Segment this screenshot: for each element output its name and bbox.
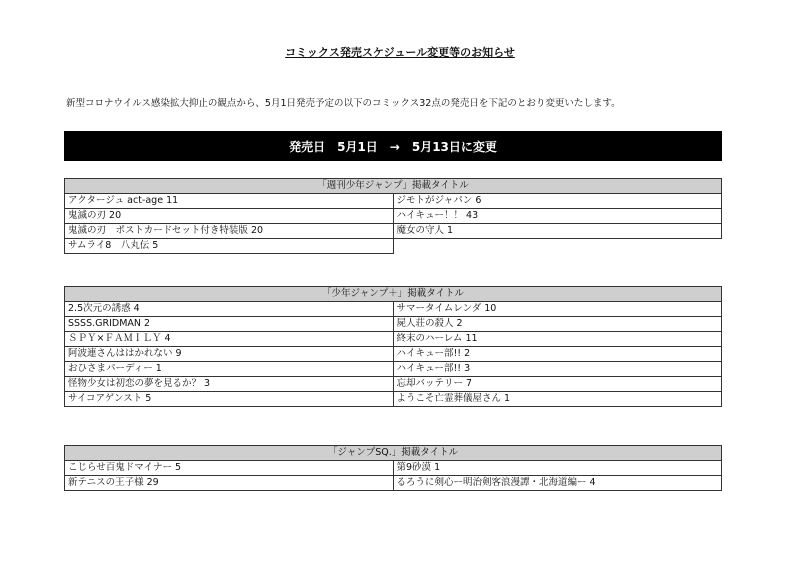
title-cell: こじらせ百鬼ドマイナー 5 bbox=[65, 461, 394, 476]
section-header: 「週刊少年ジャンプ」掲載タイトル bbox=[65, 179, 722, 194]
empty-cell bbox=[393, 239, 722, 254]
title-cell: サムライ8 八丸伝 5 bbox=[65, 239, 394, 254]
title-cell: サイコアゲンスト 5 bbox=[65, 392, 394, 407]
title-cell: 新テニスの王子様 29 bbox=[65, 476, 394, 491]
title-cell: 鬼滅の刃 ポストカードセット付き特装版 20 bbox=[65, 224, 394, 239]
title-cell: SSSS.GRIDMAN 2 bbox=[65, 317, 394, 332]
title-cell: 阿波連さんははかれない 9 bbox=[65, 347, 394, 362]
section-jump-sq bbox=[64, 445, 722, 491]
title-cell: 屍人荘の殺人 2 bbox=[393, 317, 722, 332]
title-cell: ＳＰＹ×ＦＡＭＩＬＹ 4 bbox=[65, 332, 394, 347]
section-header: 「少年ジャンプ＋」掲載タイトル bbox=[65, 287, 722, 302]
section-shonen-jump-plus bbox=[64, 286, 722, 407]
section-header: 「ジャンプSQ.」掲載タイトル bbox=[65, 446, 722, 461]
title-cell: 忘却バッテリー 7 bbox=[393, 377, 722, 392]
title-cell: 第9砂漠 1 bbox=[393, 461, 722, 476]
intro-text: 新型コロナウイルス感染拡大抑止の観点から、5月1日発売予定の以下のコミックス32点の発売日を下記のとおり変更いたします。 bbox=[66, 98, 621, 109]
title-cell: 終末のハーレム 11 bbox=[393, 332, 722, 347]
page-title: コミックス発売スケジュール変更等のお知らせ bbox=[285, 46, 515, 59]
title-cell: アクタージュ act-age 11 bbox=[65, 194, 394, 209]
title-cell: ハイキュー！！ 43 bbox=[393, 209, 722, 224]
title-cell: 鬼滅の刃 20 bbox=[65, 209, 394, 224]
release-date-banner: 発売日 5月1日 → 5月13日に変更 bbox=[64, 131, 722, 161]
title-cell: るろうに剣心ー明治剣客浪漫譚・北海道編ー 4 bbox=[393, 476, 722, 491]
title-cell: サマータイムレンダ 10 bbox=[393, 302, 722, 317]
title-cell: ハイキュー部!! 3 bbox=[393, 362, 722, 377]
section-weekly-jump bbox=[64, 178, 722, 254]
title-cell: 怪物少女は初恋の夢を見るか？ 3 bbox=[65, 377, 394, 392]
title-cell: おひさまパーディー 1 bbox=[65, 362, 394, 377]
title-cell: 2.5次元の誘惑 4 bbox=[65, 302, 394, 317]
title-cell: ようこそ亡霊葬儀屋さん 1 bbox=[393, 392, 722, 407]
title-cell: 魔女の守人 1 bbox=[393, 224, 722, 239]
title-cell: ジモトがジャパン 6 bbox=[393, 194, 722, 209]
title-cell: ハイキュー部!! 2 bbox=[393, 347, 722, 362]
